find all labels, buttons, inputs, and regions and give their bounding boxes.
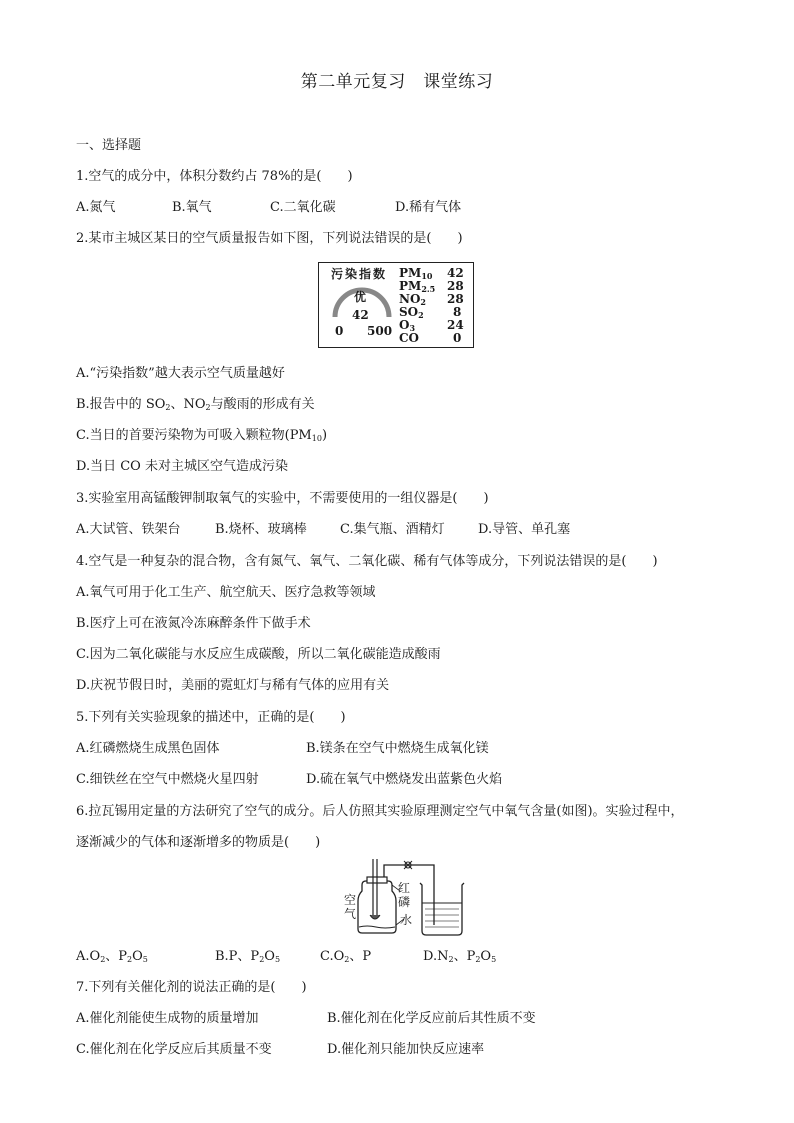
q1-option-d: D.稀有气体 xyxy=(395,200,462,215)
label-phosphorus-2: 磷 xyxy=(398,895,411,909)
q4-option-b: B.医疗上可在液氮冷冻麻醉条件下做手术 xyxy=(76,616,311,631)
row-o3-value: 24 xyxy=(447,318,464,332)
q4-option-d: D.庆祝节假日时，美丽的霓虹灯与稀有气体的应用有关 xyxy=(76,678,390,693)
label-water: 水 xyxy=(400,913,413,927)
row-so2: $SO_2$ xyxy=(399,305,424,320)
q3-option-a: A.大试管、铁架台 xyxy=(76,522,181,537)
row-pm10-value: 42 xyxy=(447,266,464,280)
q4-option-c: C.因为二氧化碳能与水反应生成碳酸，所以二氧化碳能造成酸雨 xyxy=(76,647,441,662)
figure-grade: 优 xyxy=(354,290,367,304)
label-air-2: 气 xyxy=(344,907,357,921)
q7-stem: 7.下列有关催化剂的说法正确的是( ) xyxy=(76,980,307,995)
q5-option-a: A.红磷燃烧生成黑色固体 xyxy=(76,741,220,756)
label-phosphorus-1: 红 xyxy=(398,881,411,895)
row-co-value: 0 xyxy=(453,331,462,345)
q4-stem: 4.空气是一种复杂的混合物，含有氮气、氧气、二氧化碳、稀有气体等成分，下列说法错误的是( ) xyxy=(76,554,658,569)
q6-option-b: B.P、$P_2O_5$ xyxy=(215,949,281,964)
q2-stem: 2.某市主城区某日的空气质量报告如下图，下列说法错误的是( ) xyxy=(76,231,463,246)
q5-stem: 5.下列有关实验现象的描述中，正确的是( ) xyxy=(76,710,346,725)
q7-option-a: A.催化剂能使生成物的质量增加 xyxy=(76,1011,259,1026)
page-title: 第二单元复习 课堂练习 xyxy=(300,72,494,92)
figure-scale-max: 500 xyxy=(367,324,393,338)
q7-option-c: C.催化剂在化学反应后其质量不变 xyxy=(76,1042,272,1057)
q3-option-b: B.烧杯、玻璃棒 xyxy=(215,522,307,537)
q3-stem: 3.实验室用高锰酸钾制取氧气的实验中，不需要使用的一组仪器是( ) xyxy=(76,491,489,506)
q2-option-a: A.“污染指数”越大表示空气质量越好 xyxy=(76,366,285,381)
q5-option-d: D.硫在氧气中燃烧发出蓝紫色火焰 xyxy=(306,772,503,787)
q6-option-a: $A.O_2$、$P_2O_5$ xyxy=(76,949,148,964)
figure-scale-min: 0 xyxy=(335,324,344,338)
q1-option-b: B.氧气 xyxy=(172,200,212,215)
q3-option-c: C.集气瓶、酒精灯 xyxy=(340,522,445,537)
row-pm10: $PM_{10}$ xyxy=(399,266,433,281)
row-so2-value: 8 xyxy=(453,305,462,319)
row-pm25: $PM_{2.5}$ xyxy=(399,279,436,294)
q7-option-d: D.催化剂只能加快反应速率 xyxy=(327,1042,485,1057)
q1-option-a: A.氮气 xyxy=(76,200,116,215)
air-quality-report-figure xyxy=(318,262,474,348)
q5-option-b: B.镁条在空气中燃烧生成氧化镁 xyxy=(306,741,489,756)
row-o3: $O_3$ xyxy=(399,318,416,333)
figure-index: 42 xyxy=(352,308,369,322)
row-co: CO xyxy=(399,331,420,345)
section-heading: 一、选择题 xyxy=(76,138,142,153)
q6-stem-line2: 逐渐减少的气体和逐渐增多的物质是( ) xyxy=(76,835,321,850)
q2-option-b: B.报告中的 $SO_2$、$NO_2$与酸雨的形成有关 xyxy=(76,397,315,412)
q6-option-c: $C.O_2$、P xyxy=(320,949,372,964)
q1-option-c: C.二氧化碳 xyxy=(270,200,336,215)
row-no2: $NO_2$ xyxy=(399,292,426,307)
q2-option-d: D.当日 CO 未对主城区空气造成污染 xyxy=(76,459,288,474)
apparatus-figure xyxy=(330,855,468,937)
q1-stem: 1.空气的成分中，体积分数约占 78%的是( ) xyxy=(76,169,353,184)
q6-stem-line1: 6.拉瓦锡用定量的方法研究了空气的成分。后人仿照其实验原理测定空气中氧气含量(如图)。实验过程中， xyxy=(76,804,684,819)
q2-option-c: C.当日的首要污染物为可吸入颗粒物$(PM_{10})$ xyxy=(76,428,328,443)
label-air-1: 空 xyxy=(344,893,357,907)
q7-option-b: B.催化剂在化学反应前后其性质不变 xyxy=(327,1011,536,1026)
row-no2-value: 28 xyxy=(447,292,464,306)
figure-heading: 污染指数 xyxy=(331,267,388,281)
row-pm25-value: 28 xyxy=(447,279,464,293)
q3-option-d: D.导管、单孔塞 xyxy=(478,522,571,537)
q6-option-d: $D.N_2$、$P_2O_5$ xyxy=(423,949,497,964)
q5-option-c: C.细铁丝在空气中燃烧火星四射 xyxy=(76,772,259,787)
q4-option-a: A.氧气可用于化工生产、航空航天、医疗急救等领域 xyxy=(76,585,376,600)
